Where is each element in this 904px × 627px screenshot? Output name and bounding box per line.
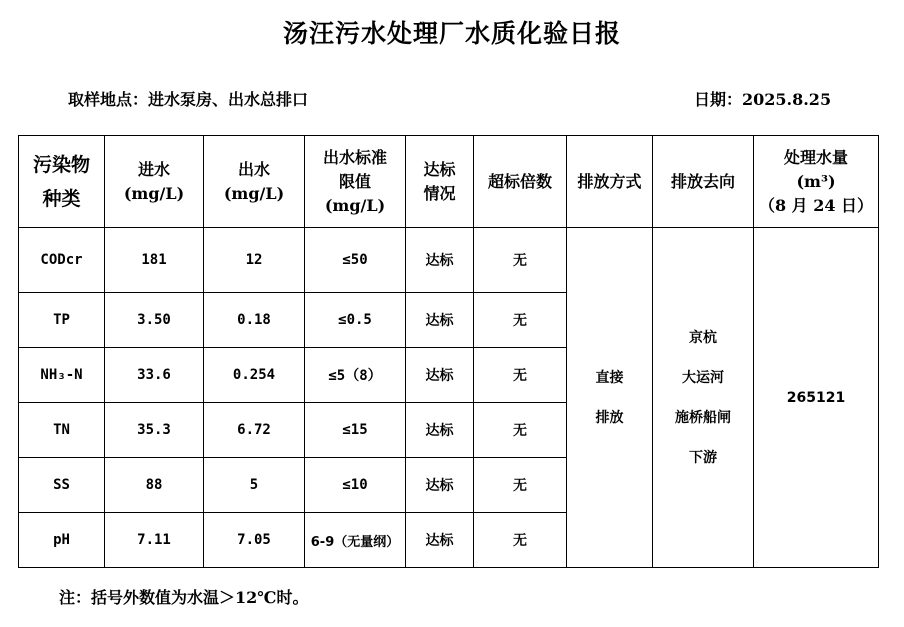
header-limit-line2: 限值 <box>338 171 371 191</box>
header-flow-line1: 处理水量 <box>783 147 848 167</box>
header-row <box>19 136 879 228</box>
pollutant-cell: pH <box>19 513 105 568</box>
header-inflow-line1: 进水 <box>137 159 170 179</box>
outflow-cell: 0.18 <box>204 293 305 348</box>
limit-cell: ≤10 <box>305 458 406 513</box>
outflow-cell: 7.05 <box>204 513 305 568</box>
header-pollutant-line1: 污染物 <box>32 153 90 176</box>
pollutant-cell: NH₃-N <box>19 348 105 403</box>
outflow-cell: 6.72 <box>204 403 305 458</box>
discharge-mode-line2: 排放 <box>595 409 624 426</box>
header-limit-line3: (mg/L) <box>324 195 386 215</box>
header-inflow-line2: (mg/L) <box>123 183 185 203</box>
inflow-cell: 181 <box>105 228 204 293</box>
discharge-dest-cell <box>653 228 754 568</box>
discharge-mode-line1: 直接 <box>595 369 624 386</box>
limit-cell: 6-9（无量纲） <box>305 513 406 568</box>
treated-volume-cell: 265121 <box>754 228 879 568</box>
sampling-location: 取样地点：进水泵房、出水总排口 <box>68 90 309 109</box>
header-pollutant-line2: 种类 <box>42 187 81 210</box>
header-pollutant <box>19 136 105 228</box>
compliance-cell: 达标 <box>406 513 474 568</box>
compliance-cell: 达标 <box>406 458 474 513</box>
outflow-cell: 12 <box>204 228 305 293</box>
inflow-cell: 3.50 <box>105 293 204 348</box>
inflow-cell: 7.11 <box>105 513 204 568</box>
header-outflow-line1: 出水 <box>237 159 270 179</box>
header-compliance-line1: 达标 <box>423 159 456 179</box>
header-outflow-line2: (mg/L) <box>223 183 285 203</box>
header-flow <box>754 136 879 228</box>
pollutant-cell: TP <box>19 293 105 348</box>
header-flow-line2: (m³) <box>796 171 836 191</box>
header-compliance-line2: 情况 <box>423 183 456 203</box>
compliance-cell: 达标 <box>406 293 474 348</box>
exceed-cell: 无 <box>474 403 567 458</box>
limit-cell: ≤0.5 <box>305 293 406 348</box>
inflow-cell: 88 <box>105 458 204 513</box>
discharge-dest-line4: 下游 <box>689 449 717 466</box>
outflow-cell: 5 <box>204 458 305 513</box>
inflow-cell: 35.3 <box>105 403 204 458</box>
footnote: 注：括号外数值为水温＞12℃时。 <box>59 588 309 607</box>
limit-cell: ≤5（8） <box>305 348 406 403</box>
discharge-mode-cell <box>567 228 653 568</box>
exceed-cell: 无 <box>474 293 567 348</box>
header-discharge-mode: 排放方式 <box>567 136 653 228</box>
exceed-cell: 无 <box>474 348 567 403</box>
outflow-cell: 0.254 <box>204 348 305 403</box>
exceed-cell: 无 <box>474 228 567 293</box>
compliance-cell: 达标 <box>406 348 474 403</box>
discharge-dest-line1: 京杭 <box>689 329 717 346</box>
header-limit-line1: 出水标准 <box>322 147 387 167</box>
discharge-dest-line3: 施桥船闸 <box>675 409 731 426</box>
header-exceed: 超标倍数 <box>474 136 567 228</box>
pollutant-cell: CODcr <box>19 228 105 293</box>
header-flow-line3: （8 月 24 日） <box>758 195 874 215</box>
exceed-cell: 无 <box>474 458 567 513</box>
water-quality-table <box>18 135 879 568</box>
limit-cell: ≤15 <box>305 403 406 458</box>
inflow-cell: 33.6 <box>105 348 204 403</box>
header-compliance <box>406 136 474 228</box>
report-title: 汤汪污水处理厂水质化验日报 <box>282 19 621 48</box>
pollutant-cell: SS <box>19 458 105 513</box>
header-limit <box>305 136 406 228</box>
pollutant-cell: TN <box>19 403 105 458</box>
discharge-dest-line2: 大运河 <box>682 369 724 386</box>
limit-cell: ≤50 <box>305 228 406 293</box>
table-row <box>19 228 879 293</box>
header-inflow <box>105 136 204 228</box>
compliance-cell: 达标 <box>406 228 474 293</box>
report-date: 日期：2025.8.25 <box>694 90 832 109</box>
header-outflow <box>204 136 305 228</box>
compliance-cell: 达标 <box>406 403 474 458</box>
header-discharge-dest: 排放去向 <box>653 136 754 228</box>
exceed-cell: 无 <box>474 513 567 568</box>
